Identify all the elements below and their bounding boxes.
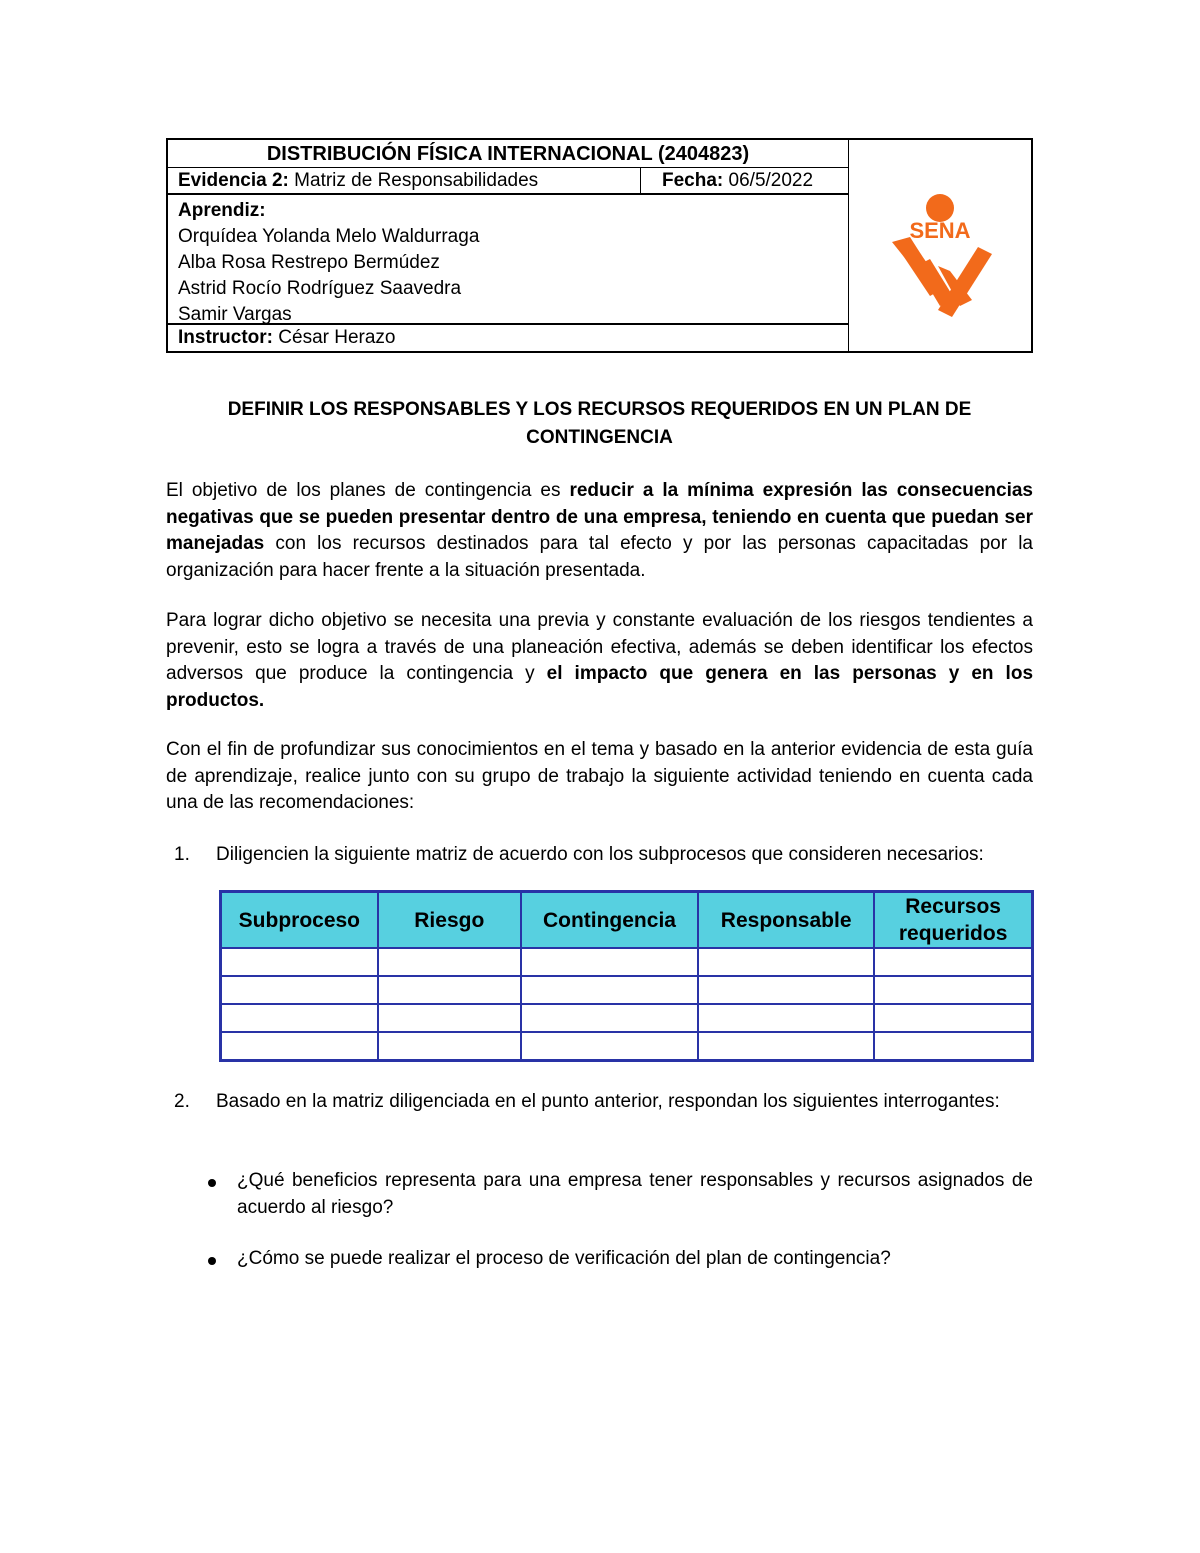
list-text: Basado en la matriz diligenciada en el punto anterior, respondan los siguientes interrogantes: (216, 1091, 1000, 1112)
apprentice-block (168, 195, 848, 325)
matrix-cell[interactable] (521, 976, 698, 1004)
list-number: 1. (174, 844, 190, 865)
question-text: ¿Cómo se puede realizar el proceso de verificación del plan de contingencia? (237, 1248, 891, 1269)
matrix-header-cell: Subproceso (221, 892, 378, 949)
logo-wordmark: SENA (909, 218, 971, 243)
bullet-icon (208, 1179, 216, 1187)
evidence-label: Evidencia 2: (178, 170, 289, 191)
page-title (166, 396, 1033, 452)
apprentice-name: Astrid Rocío Rodríguez Saavedra (178, 278, 462, 299)
matrix-header-row (221, 892, 1033, 949)
matrix-cell[interactable] (874, 1032, 1032, 1061)
date-value: 06/5/2022 (728, 170, 814, 191)
header-box (166, 138, 1033, 353)
responsibility-matrix (219, 890, 1034, 1062)
matrix-cell[interactable] (521, 948, 698, 976)
list-text: Diligencien la siguiente matriz de acuerdo con los subprocesos que consideren necesarios: (216, 844, 984, 865)
title-line: CONTINGENCIA (526, 427, 673, 448)
apprentice-name: Alba Rosa Restrepo Bermúdez (178, 252, 440, 273)
table-row (221, 976, 1033, 1004)
date-label: Fecha: (662, 170, 724, 191)
evidence-field (178, 168, 538, 194)
matrix-cell[interactable] (221, 1004, 378, 1032)
matrix-cell[interactable] (521, 1032, 698, 1061)
table-row (221, 1032, 1033, 1061)
course-title: DISTRIBUCIÓN FÍSICA INTERNACIONAL (2404823) (168, 140, 848, 168)
matrix-cell[interactable] (521, 1004, 698, 1032)
matrix-cell[interactable] (378, 1032, 521, 1061)
header-info (168, 140, 849, 351)
matrix-cell[interactable] (221, 948, 378, 976)
evidence-row (168, 168, 848, 195)
text: El objetivo de los planes de contingencia es (166, 480, 570, 501)
bullet-icon (208, 1257, 216, 1265)
bold-text: el impacto que genera en las personas y en los productos. (166, 663, 1034, 711)
matrix-header-cell: Responsable (698, 892, 874, 949)
matrix-cell[interactable] (698, 976, 874, 1004)
matrix-cell[interactable] (874, 948, 1032, 976)
instructor-label: Instructor: (178, 327, 273, 348)
apprentice-name: Orquídea Yolanda Melo Waldurraga (178, 226, 480, 247)
matrix-header-cell: Riesgo (378, 892, 521, 949)
text: con los recursos destinados para tal efecto y por las personas capacitadas por la organización para hacer frente a la situación presentada. (166, 533, 1033, 581)
matrix-cell[interactable] (221, 976, 378, 1004)
bold-text: reducir a la mínima expresión las consecuencias negativas que se pueden presentar dentro de una empresa, teniendo en cuenta que puedan ser manejadas (166, 480, 1033, 554)
matrix-cell[interactable] (378, 976, 521, 1004)
matrix-cell[interactable] (378, 1004, 521, 1032)
question-text: ¿Qué beneficios representa para una empresa tener responsables y recursos asignados de acuerdo al riesgo? (237, 1170, 1033, 1218)
table-row (221, 948, 1033, 976)
matrix-header-cell: Recursos requeridos (874, 892, 1032, 949)
date-field (662, 168, 813, 194)
title-line: DEFINIR LOS RESPONSABLES Y LOS RECURSOS REQUERIDOS EN UN PLAN DE (227, 399, 972, 420)
sena-logo-icon (850, 140, 1031, 351)
table-row (221, 1004, 1033, 1032)
matrix-cell[interactable] (378, 948, 521, 976)
instructor-value: César Herazo (278, 327, 396, 348)
paragraph-evaluation (166, 608, 1033, 714)
paragraph-instructions: Con el fin de profundizar sus conocimientos en el tema y basado en la anterior evidencia de esta guía de aprendizaje, realice junto con su grupo de trabajo la siguiente actividad teniendo en cuenta cada una de las recomendaciones: (166, 739, 1033, 813)
matrix-cell[interactable] (874, 976, 1032, 1004)
row-divider (640, 168, 641, 193)
matrix-header-cell: Contingencia (521, 892, 698, 949)
matrix-cell[interactable] (698, 1004, 874, 1032)
matrix-cell[interactable] (874, 1004, 1032, 1032)
apprentice-label: Aprendiz: (178, 200, 266, 221)
list-number: 2. (174, 1091, 190, 1112)
paragraph-objective (166, 478, 1033, 584)
text: Para lograr dicho objetivo se necesita una previa y constante evaluación de los riesgos tendientes a prevenir, esto se logra a través de una planeación efectiva, además se deben identificar los efectos adversos que produce la contingencia y (166, 610, 1033, 684)
apprentice-name: Samir Vargas (178, 304, 292, 325)
instructor-row (168, 325, 848, 351)
evidence-value: Matriz de Responsabilidades (294, 170, 539, 191)
matrix-cell[interactable] (698, 948, 874, 976)
sena-logo (850, 140, 1031, 351)
matrix-cell[interactable] (698, 1032, 874, 1061)
matrix-cell[interactable] (221, 1032, 378, 1061)
